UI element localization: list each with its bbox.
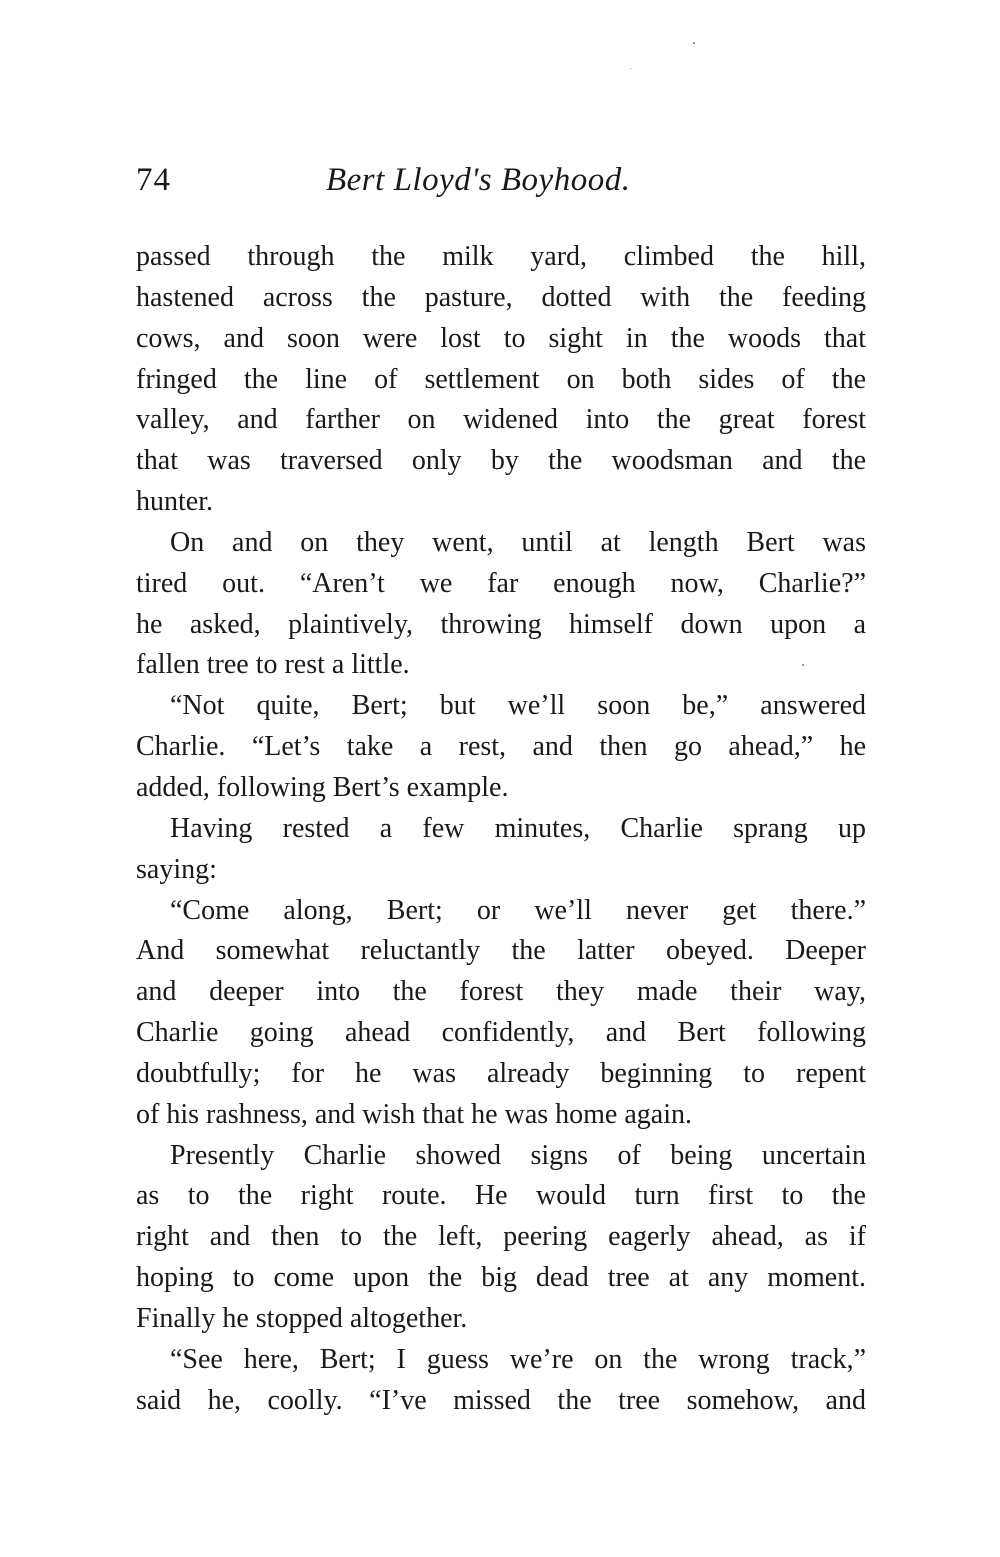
text-line: valley, and farther on widened into the great forest <box>136 404 866 436</box>
text-line: saying: <box>136 853 217 885</box>
text-line: fallen tree to rest a little. <box>136 649 410 681</box>
text-line: Charlie going ahead confidently, and Bert following <box>136 1017 866 1049</box>
text-line: Finally he stopped altogether. <box>136 1302 468 1334</box>
text-line: that was traversed only by the woodsman and the <box>136 445 866 477</box>
text-line: doubtfully; for he was already beginning to repent <box>136 1057 866 1089</box>
text-line: said he, coolly. “I’ve missed the tree somehow, and <box>136 1384 866 1416</box>
running-title: Bert Lloyd's Boyhood. <box>326 162 631 198</box>
text-line: hoping to come upon the big dead tree at any moment. <box>136 1262 866 1294</box>
text-line: tired out. “Aren’t we far enough now, Charlie?” <box>136 567 866 599</box>
body-text <box>136 237 866 1421</box>
text-line: Charlie. “Let’s take a rest, and then go ahead,” he <box>136 731 866 763</box>
text-line: And somewhat reluctantly the latter obeyed. Deeper <box>136 935 866 967</box>
text-line: “Not quite, Bert; but we’ll soon be,” answered <box>170 690 866 722</box>
text-line: right and then to the left, peering eagerly ahead, as if <box>136 1221 866 1253</box>
text-line: “Come along, Bert; or we’ll never get there.” <box>170 894 866 926</box>
text-line: Having rested a few minutes, Charlie sprang up <box>170 812 866 844</box>
text-line: hunter. <box>136 486 213 518</box>
text-line: of his rashness, and wish that he was home again. <box>136 1098 692 1130</box>
page-number: 74 <box>136 162 171 198</box>
text-line: cows, and soon were lost to sight in the woods that <box>136 322 866 354</box>
text-line: he asked, plaintively, throwing himself down upon a <box>136 608 866 640</box>
text-line: added, following Bert’s example. <box>136 771 509 803</box>
page-speck <box>693 42 695 44</box>
text-line: and deeper into the forest they made their way, <box>136 976 866 1008</box>
text-line: hastened across the pasture, dotted with the feeding <box>136 281 866 313</box>
text-line: as to the right route. He would turn first to the <box>136 1180 866 1212</box>
page-speck <box>630 68 631 69</box>
text-line: fringed the line of settlement on both sides of the <box>136 363 866 395</box>
text-line: “See here, Bert; I guess we’re on the wrong track,” <box>170 1343 866 1375</box>
text-line: passed through the milk yard, climbed the hill, <box>136 241 866 272</box>
text-line: Presently Charlie showed signs of being uncertain <box>170 1139 866 1171</box>
running-head <box>136 162 866 212</box>
text-line: On and on they went, until at length Bert was <box>170 526 866 558</box>
